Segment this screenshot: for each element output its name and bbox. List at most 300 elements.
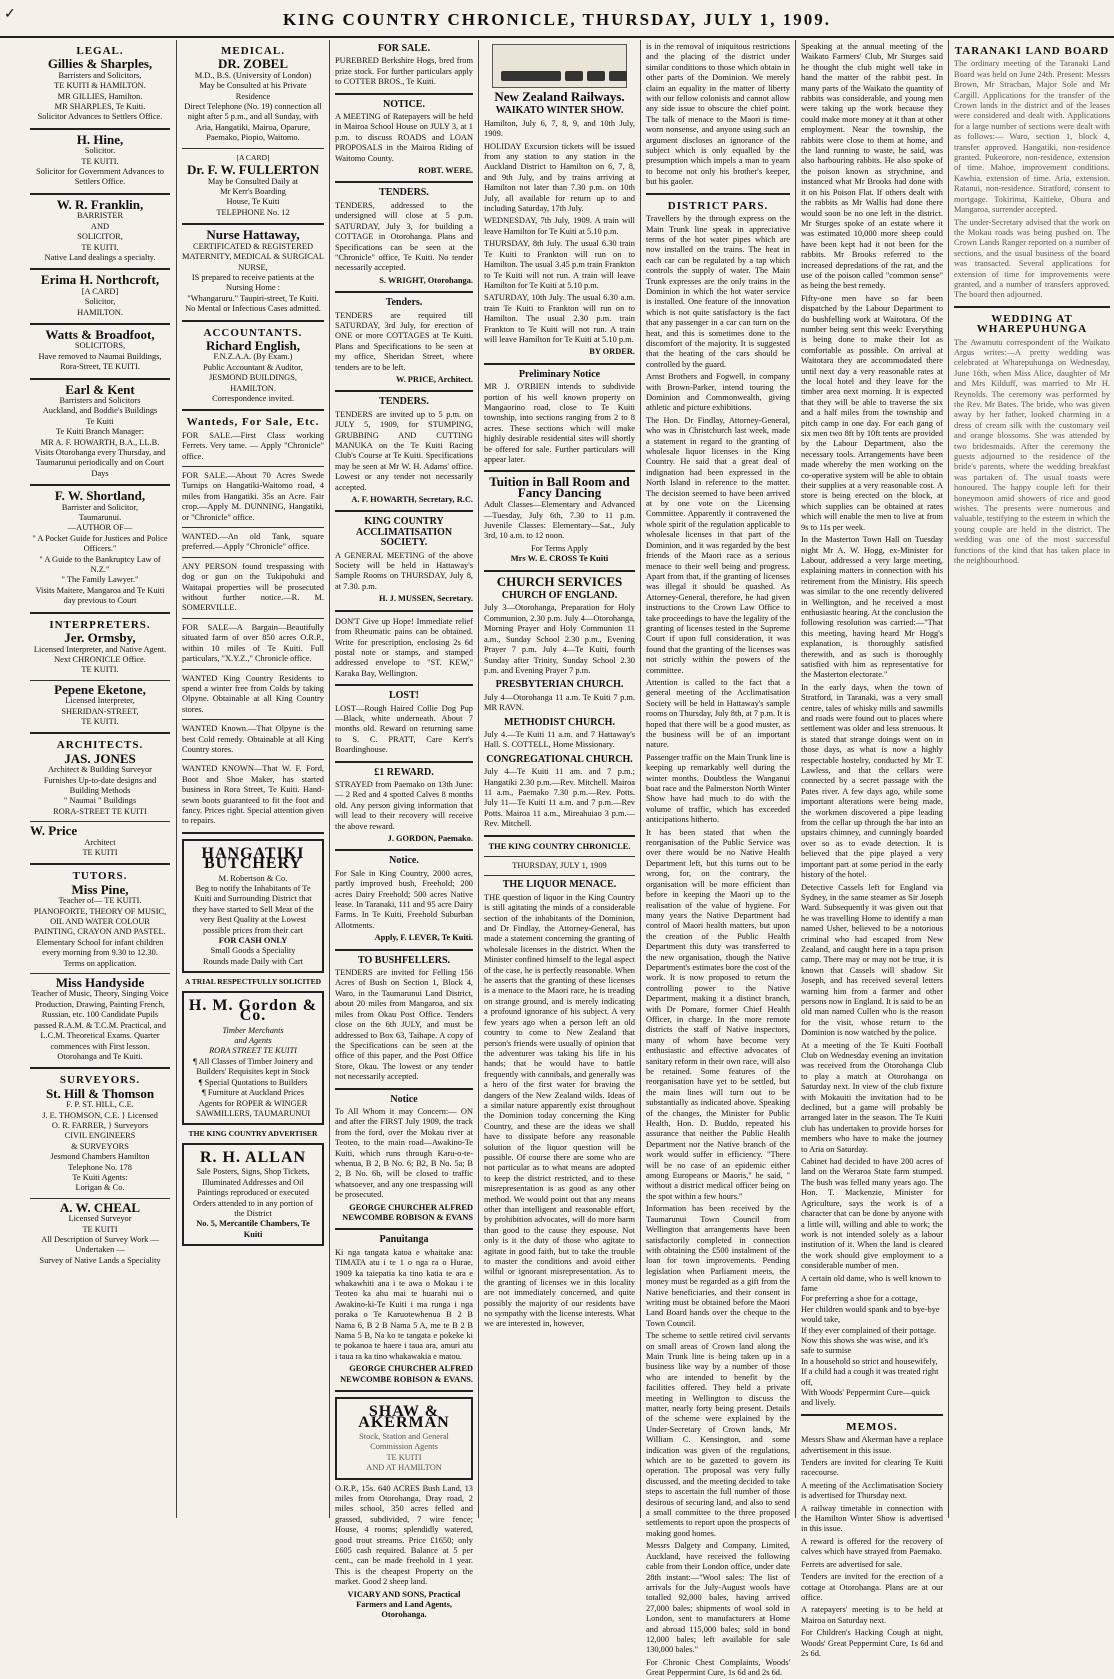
advertiser-name: DR. ZOBEL <box>217 56 289 72</box>
advert-line: Direct Telephone (No. 19) connection all night after 5 p.m., and all Sunday, with Aria, Hangatiki, Mairoa, Oparure, Paemako, Piopio, Waitomo. <box>184 102 322 143</box>
column-4 <box>484 40 635 1518</box>
divider <box>182 669 324 670</box>
shaw-akerman-advert <box>335 1397 473 1479</box>
advert-line: CERTIFICATED & REGISTERED <box>193 241 313 251</box>
signature: BY ORDER. <box>589 347 635 357</box>
advertiser-name: St. Hill & Thomson <box>45 1085 155 1101</box>
paragraph: DON'T Give up Hope! Immediate relief from Rheumatic pains can be obtained. Write for prescription, enclosing 2s 6d postal note or stamps, and stamped addressed envelope to "ST. KEW," Karaka Bay, Wellington. <box>335 616 473 678</box>
editorial-masthead: THE KING COUNTRY CHRONICLE. <box>488 841 631 851</box>
divider <box>182 759 324 760</box>
paragraph: July 3—Otorohanga, Preparation for Holy Communion, 2.30 p.m. July 4—Otorohanga, Morning Prayer and Holy Communion 11 a.m., Sunday School 2.30 p.m., Evening Prayer 7 p.m. July 4—Te Kuiti, fourth Sunday after Trinity, Sunday School 2.30 p.m. and Evening Prayer 7 p.m. <box>484 603 635 675</box>
advert-line: " Naumai " Buildings <box>63 796 137 806</box>
section-heading: PRESBYTERIAN CHURCH. <box>495 679 624 691</box>
paragraph: The under-Secretary advised that the work on the Mokau roads was being pushed on. The Crown Lands Ranger reported on a number of sections, and the usual business of the board was transacted. Several applications for extension of time for improvements were granted, and a number of transfers approved. The board then adjourned. <box>954 217 1110 300</box>
paragraph: A ratepayers' meeting is to be held at Mairoa on Saturday next. <box>801 1605 943 1625</box>
advertiser-name: Pepene Eketone, <box>54 681 146 697</box>
advertiser-name: Richard English, <box>206 337 300 353</box>
divider <box>182 527 324 528</box>
advert-intro: A TRIAL RESPECTFULLY SOLICITED <box>184 977 322 987</box>
paragraph: Messrs Dalgety and Company, Limited, Auckland, have received the following cable from their London office, under date 28th instant:—"Wool sales: The list of arrivals for the July-August wools have totalled 92,000 bales, having arrived 27,000 bales; shipments of wool sold in London, sent to manufacturers at Home and abroad 115,000 bales; sold in bond 12,000 bales; left available for sale 130,000 bales." <box>646 1541 790 1655</box>
divider <box>30 323 170 325</box>
paragraph: is in the removal of iniquitous restrictions and the placing of the district under similar conditions to those which obtain in other parts of the Dominion. We merely claim an equality in the matter of liberty with our fellow colonists and cannot allow any side issue to obscure the chief point. The talk of menace to the Maori is time-worn nonsense, and anyone using such an argument discloses an ignorance of the subject which is only equalled by the presumption which impels a man to yearn to become not only his brother's keeper, but his gaoler. <box>646 42 790 187</box>
advert-line: Auckland, and Boddie's Buildings <box>42 406 158 416</box>
column-7 <box>954 40 1110 1518</box>
advert-line: & SURVEYORS <box>71 1141 129 1151</box>
advert-line: HAMILTON. <box>230 383 276 393</box>
paragraph: To All Whom it may Concern:— ON and after the FIRST July 1909, the track from the ford, over the Mokau river at Teoteo, to the main road—Awakino-Te Kuiti, which runs through Karu-o-te-whenua, B 2, B No. 6; B2, B No. 5a; B 2, B No. 6b, will be closed to traffic whatsoever, and any one trespassing will be prosecuted. <box>335 1106 473 1200</box>
divider <box>182 618 324 619</box>
paragraph: Attention is called to the fact that a general meeting of the Acclimatisation Society will be held in Hattaway's sample rooms on Thursday, July 8th, at 7 p.m. It is hoped that there will be a good muster, as the business will be of an important nature. <box>646 677 790 750</box>
section-heading: WEDDING AT WHAREPUHUNGA <box>976 312 1088 336</box>
poem-line: Now this shows she was wise, and it's safe to surmise <box>801 1335 929 1356</box>
section-heading: Tenders. <box>385 297 423 309</box>
paragraph: HOLIDAY Excursion tickets will be issued from any station to any station in the Auckland District to Hamilton on 6, 7, 8, and 9th July, and by trains arriving at Hamilton not later than 7.30 p.m. on 10th July, all available for return up to and including Saturday, 17th July. <box>484 141 635 214</box>
advert-line: TE KUITI. <box>81 665 119 675</box>
column-rule <box>640 40 641 1518</box>
editorial-date: THURSDAY, JULY 1, 1909 <box>512 861 607 870</box>
paragraph: WANTED Known.—That Olpyne is the best Cold remedy. Obtainable at all King Country stores. <box>182 724 324 754</box>
advert-line: Timber Merchants <box>222 1025 284 1035</box>
advert-line: Rounds made Daily with Cart <box>202 956 304 966</box>
advert-title: HANGATIKI BUTCHERY <box>201 844 305 873</box>
section-heading: LEGAL. <box>76 45 124 57</box>
allan-advert <box>182 1143 324 1246</box>
paragraph: For Chronic Chest Complaints, Woods' Great Peppermint Cure, 1s 6d and 2s 6d. <box>646 1657 790 1678</box>
signature: VICARY AND SONS, Practical Farmers and Land Agents, Otorohanga. <box>347 1589 461 1620</box>
divider <box>182 320 324 322</box>
paragraph: WANTED KNOWN—That W. F. Ford, Boot and Shoe Maker, has started business in Rora Street, Te Kuiti. Hand-sewn boots guaranteed to fit the foot and fancy. Prices right. Special attention given to repairs. <box>182 764 324 826</box>
paragraph: A railway timetable in connection with the Hamilton Winter Show is advertised in this issue. <box>801 1503 943 1534</box>
divider <box>30 863 170 865</box>
paragraph: Detective Cassels left for England via Sydney, in the same steamer as Sir Joseph Ward. Subsequently it was given out that he was travelling Home to identify a man named Usher, believed to be a notorious criminal who had escaped from New Zealand, and caught here in a tapu prison camp. There may or may not be true, it is known that Cassels will shadow Sir Joseph, and has received several letters warning him from a farmer and other persons now in England. It is said to be an old man named Cullen who is the reason for the visit, whose return to the Dominion is now watched by the police. <box>801 882 943 1038</box>
advert-line: Solicitor Advances to Settlers Office. <box>37 112 163 122</box>
advert-line: M. Robertson & Co. <box>218 873 288 883</box>
advert-line: Survey of Native Lands a Speciality <box>39 1255 161 1265</box>
divider <box>484 470 635 472</box>
advert-line: May be Consulted at his Private Residence <box>199 81 307 101</box>
advert-line: Orders attended to in any portion of the District <box>192 1198 313 1218</box>
signature: GEORGE CHURCHER ALFRED NEWCOMBE ROBISON & EVANS <box>342 1202 473 1222</box>
gordon-advert <box>182 991 324 1125</box>
signature: S. WRIGHT, Otorohanga. <box>379 275 473 285</box>
advert-line: AND <box>90 221 110 231</box>
advert-line: Te Kuiti <box>86 416 114 426</box>
advertiser-name: W. R. Franklin, <box>56 196 144 212</box>
butchery-advert <box>182 839 324 973</box>
advert-line: RORA-STREET TE KUITI <box>53 806 147 816</box>
poem-line: If they ever complained of their pottage. <box>801 1325 937 1335</box>
divider <box>335 949 473 951</box>
paragraph: FOR SALE.—About 70 Acres Swede Turnips on Hangatiki-Waitomo road, 4 miles from Hangatiki. 35s an Acre. Fair crop.—Apply M. DUNNING, Hangatiki, or "Chronicle" office. <box>182 471 324 522</box>
divider <box>182 223 324 225</box>
paragraph: LOST—Rough Haired Collie Dog Pup —Black, white underneath. About 7 months old. Reward on returning same to S. C. PRATT, Care Kerr's Boardinghouse. <box>335 703 473 755</box>
column-rule <box>948 40 949 1518</box>
section-heading: MEDICAL. <box>221 45 285 57</box>
section-heading: DISTRICT PARS. <box>667 199 769 212</box>
advert-line: Teacher of Music, Theory, Singing Voice Production, Drawing, Painting French, Russian, etc. 100 Candidate Pupils passed R.A.M. & T.C.M. Practical, and L.C.M. Theoretical Exams. Quarter commences with First lesson. Otorohanga and Te Kuiti. <box>31 989 169 1061</box>
advertiser-name: Nurse Hattaway, <box>206 227 300 243</box>
section-heading: ACCOUNTANTS. <box>203 326 303 339</box>
advert-line: Licensed Surveyor <box>68 1214 132 1224</box>
advert-line: Solicitor, <box>84 297 116 307</box>
advert-line: Visits Otorohanga every Thursday, and Taumarunui periodically and on Court Days <box>34 448 166 478</box>
section-heading: TO BUSHFELLERS. <box>357 954 451 966</box>
paragraph: FOR SALE—A Bargain—Beautifully situated farm of over 850 acres O.R.P., within 10 miles of Te Kuiti. Full particulars, "X.Y.Z.," Chronicle office. <box>182 622 324 664</box>
advert-line: Mr Kerr's Boarding <box>220 187 286 197</box>
paragraph: THE question of liquor in the King Country is still agitating the minds of a considerable section of the inhabitants of the Dominion, and Dr Findlay, the Attorney-General, has made a statement concerning the granting of wholesale licenses in the district. When the Minister confined himself to the legal aspect of the case, he is perfectly reasonable. When he asserts that the granting of these licenses is a menace to the Maori race, he is treading on strange ground, and is merely indicating a profound ignorance of his subject. A very few years ago when a person left an old country to come to New Zealand that person's friends were usually of opinion that the adventurer was taking his life in his hands; that he would have to battle frequently with cannibals, and generally was a hero of the first water for braving the dangers of the New Zealand wilds. Ideas of a similar nature apparently exist throughout the Dominion today concerning the King Country, and these are the ideas we shall have to dissipate before any reasonable solution of the liquor question will be possible. Of course there are some who are not particular as to what means are adopted to keep the district restricted, and to these misrepresentation is as good as any other method. We would point out that any means other than intelligent and reasonable effort, by prohibition advocates, will do more harm than good to the cause they espouse. Not only is it the duty of those who agitate to agitate in good faith, but to take the trouble to master the conditions and avoid either wilful or ignorant misrepresentation. As to the granting of licenses we in this locality are not immediately concerned, and quite possibly the majority of our residents have no sympathy with the license interests. What we are interested in, however, <box>484 892 635 1329</box>
divider <box>484 835 635 837</box>
advertiser-name: Erima H. Northcroft, <box>40 272 160 288</box>
paragraph: TENDERS are required till SATURDAY, 3rd July, for erection of ONE or more COTTAGES at Te Kuiti. Plans and Specifications to be seen at my office, Sheridan Street, where tenders are to be left. <box>335 310 473 372</box>
paragraph: The Awamutu correspondent of the Waikato Argus writes:—A pretty wedding was celebrated at Wharepuhunga on Wednesday, June 16th, when Miss Alice, daughter of Mr and Mrs Kilduff, was married to Mr H. Reynolds. The ceremony was performed by the Rev. Mr Bates. The bride, who was given away by her father, looked charming in a dress of cream silk with the customary veil and orange blossoms. She was attended by two bridesmaids. After the ceremony the guests adjourned to the residence of the bride's parents, where the wedding breakfast was partaken of. The usual toasts were honoured. The happy couple left for their honeymoon amid showers of rice and good wishes. The presents were numerous and valuable, testifying to the esteem in which the young couple are held in the district. The wedding was one of the most successful functions of the kind that has taken place in the neighbourhood. <box>954 337 1110 566</box>
advert-line: Te Kuiti Branch Manager: <box>55 427 145 437</box>
poem-line: A certain old dame, who is well known to fame <box>801 1273 941 1293</box>
advert-intro: THE KING COUNTRY ADVERTISER <box>188 1129 318 1139</box>
advert-line: Stock, Station and General Commission Agents <box>359 1431 449 1452</box>
paragraph: Fifty-one men have so far been dispatched by the Labour Department to do bushfelling work at Waitotara. Of the number being sent this week: Everything is being done to make their lot as comfortable as possible. On arrival at Waitotara they are accommodated there until next day a very reasonable rates at the local hotel and they leave for the timber area next morning. It is expected that they will be able to traverse the six and a half miles from the township and pitch camp in one day. For each gang of six men two 8ft by 10ft tents are provided by the Labour Department, also the necessary tools. Arrangements have been made whereby the men working on the co-operative system will be able to obtain their supplies at a very reasonable cost. A store is being erected on the block, at which supplies can be obtained at rates which will enable the men to live at from 9s to 11s per week. <box>801 293 943 532</box>
section-heading: ARCHITECTS. <box>56 739 144 752</box>
advert-line: IS prepared to receive patients at the Nursing Home : <box>191 272 315 293</box>
advertiser-name: Watts & Broadfoot, <box>45 326 155 342</box>
paragraph: ANY PERSON found trespassing with dog or gun on the Tukipohuki and Waitapai properties will be prosecuted without further notice.—R. M. SOMERVILLE. <box>182 561 324 613</box>
paragraph: A GENERAL MEETING of the above Society will be held in Hattaway's Sample Rooms on THURSDAY, July 8, at 7.30. p.m. <box>335 550 473 591</box>
column-5 <box>646 40 790 1678</box>
advert-line: MR SHARPLES, Te Kuiti. <box>54 102 146 112</box>
column-6 <box>801 40 943 1658</box>
divider <box>335 1228 473 1230</box>
advert-line: [A CARD] <box>81 286 119 296</box>
advert-line: TE KUITI. <box>81 156 119 166</box>
advert-line: Telephone No. 178 <box>68 1162 132 1172</box>
advert-line: Jesmond Chambers Hamilton <box>50 1152 150 1162</box>
masthead <box>0 0 1114 38</box>
advert-line: Correspondence invited. <box>212 393 294 403</box>
poem-line: With Woods' Peppermint Cure—quick and lively. <box>801 1388 930 1408</box>
advert-line: Visits Maitere, Mangaroa and Te Kuiti day previous to Court <box>35 585 165 606</box>
advert-line: Native Land dealings a specialty. <box>44 252 156 262</box>
advert-title: H. M. Gordon & Co. <box>188 996 318 1025</box>
section-heading: TUTORS. <box>72 870 128 883</box>
paragraph: WANTED King Country Residents to spend a winter free from Colds by taking Olpyne. Obtainable at all King Country stores. <box>182 673 324 714</box>
paragraph: Information has been received by the Taumarunui Town Council from Wellington that arrangements have been satisfactorily completed in connection with obtaining the £500 instalment of the loan for town improvements. Pending legislation when Parliament meets, the money must be regarded as a gift from the Native beneficiaries, and their consent in writing must be obtained before the Maori Land Board hands over the cheque to the Town Council. <box>646 1204 790 1328</box>
section-heading: CHURCH OF ENGLAND. <box>501 590 618 602</box>
train-illustration <box>492 44 627 88</box>
section-heading: FOR SALE. <box>377 43 431 54</box>
paragraph: Cabinet had decided to have 200 acres of land on the Weraroa State farm stumped. The bush was felled many years ago. The Hon. T. Mackenzie, Minister for Agriculture, says the work is of a character that can be done by anyone with a little will, willing and able to work; the work is not intended solely as a labour institution of it. When the land is cleared the work should give employment to a considerable number of men. <box>801 1157 943 1271</box>
divider <box>484 856 635 857</box>
signature: W. PRICE, Architect. <box>396 374 473 384</box>
paragraph: Tenders are invited for clearing Te Kuiti racecourse. <box>801 1458 943 1478</box>
divider <box>484 875 635 876</box>
advertiser-name: Jer. Ormsby, <box>64 630 136 646</box>
newspaper-title: KING COUNTRY CHRONICLE, THURSDAY, JULY 1, 1909. <box>282 10 832 29</box>
divider <box>335 761 473 763</box>
advert-line: TE KUITI & HAMILTON. <box>54 81 146 91</box>
divider <box>30 973 170 974</box>
section-heading: METHODIST CHURCH. <box>504 716 615 728</box>
column-rule <box>176 40 177 1518</box>
advert-line: " The Family Lawyer." <box>61 575 139 585</box>
advert-line: MR A. F. HOWARTH, B.A., LL.B. <box>40 437 160 447</box>
column-rule <box>795 40 796 1518</box>
advert-line: " A Pocket Guide for Justices and Police Officers." <box>32 533 168 554</box>
paragraph: July 4—Te Kuiti 11 am. and 7 p.m.; Hangatiki 2.30 p.m.—Rev. Mitchell. Mairoa 11 a.m., Paemako 7.30 p.m.—Rev. Potts. July 11—Te Kuiti 11 a.m. and 7 p.m.—Rev Potts. Mairoa 11 a.m., Mireahuiao 3 p.m.—Rev. Mitchell. <box>484 767 635 829</box>
advert-line: Solicitor for Government Advances to Settlers Office. <box>36 167 164 187</box>
advert-line: Barristers and Solicitors, <box>58 70 142 80</box>
advert-line: Architect & Building Surveyor <box>48 765 152 775</box>
advert-line: J. E. THOMSON, C.E. } Licensed <box>42 1110 158 1120</box>
advert-line: AND AT HAMILTON <box>366 1463 442 1473</box>
paragraph: A meeting of the Acclimatisation Society is advertised for Thursday next. <box>801 1480 943 1501</box>
paragraph: Passenger traffic on the Main Trunk line is keeping up remarkably well during the winter months. Doubtless the Wanganui boat race and the Palmerston North Winter Show have had much to do with the volume of traffic, which has exceeded anticipations hitherto. <box>646 752 790 825</box>
paragraph: Adult Classes—Elementary and Advanced—Tuesday, July 6th, 7.30 to 11 p.m. Juvenile Classes: Elementary—Sat., July 3rd, 10 a.m. to 12 noon. <box>484 500 635 541</box>
advert-line: SOLICITOR, <box>77 232 123 242</box>
advert-line: O. R. FARRER, } Surveyors <box>51 1120 149 1130</box>
paragraph: STRAYED from Paemako on 13th June:— 2 Red and 4 spotted Calves 8 months old. Any person giving information that will lead to their recovery will receive the above reward. <box>335 779 473 831</box>
section-heading: INTERPRETERS. <box>49 618 151 631</box>
column-rule <box>329 40 330 1518</box>
paragraph: MR J. O'RBIEN intends to subdivide portion of his well known property on Mangaorino road, close to Te Kuiti township, into sections ranging from 2 to 8 acres. These sections which will make highly desirable residential sites will shortly be offered for sale. Further particulars will appear later. <box>484 382 635 464</box>
divider <box>335 610 473 612</box>
advert-line: House, Te Kuiti <box>226 197 280 207</box>
divider <box>335 1390 473 1392</box>
advert-line: Small Goods a Speciality <box>210 946 296 956</box>
advert-line: Next CHRONICLE Office. <box>54 654 146 664</box>
advert-line: Licensed Interpreter, and Native Agent. <box>33 644 167 654</box>
divider <box>30 680 170 681</box>
divider <box>30 128 170 130</box>
paragraph: In the early days, when the town of Stratford, in Taranaki, was a very small centre, tales of whisky mills and sawmills and roads were found out to places where settlement was older and less strenuous. It is stated that strange doings went on in those days, as what is now a highly respectable hostelry, conducted by Mr T. Lawless, and that the cellars were connected by a secret passage with the Pates river. A few days ago, while some important alterations were being made, the workmen discovered a pipe leading from the cellar up through the bar into an upstairs chimney, and cunningly boarded over so as to evade detection. It is believed that the pipe played a very important part at some period in the early history of the hotel. <box>801 682 943 880</box>
advert-line: TE KUITI <box>82 1224 118 1234</box>
divider <box>30 732 170 734</box>
paragraph: The Hon. Dr Findlay, Attorney-General, who was in Christchurch last week, made a statement in regard to the granting of wholesale liquor licenses in the King Country. He said that a great deal of indignation had been expressed in the North Island in reference to the matter. The decision seemed to have been arrived at by one vote on the Licensing Committee. Apparently it contravened the whole spirit of the regulation applicable to wholesale licenses in that part of the Dominion, and it was regarded by the best friends of the Maori race as a serious menace to their well being and progress. Apart from that, if the granting of licenses was illegal it should be quashed. As Attorney-General, therefore, he had given instructions to the Crown Law Office to take proceedings to have the legality of the granting of licenses tested in the Supreme Court if upon full consideration, it was found that the granting of the licenses was not strictly within the powers of the committee. <box>646 415 790 675</box>
advertiser-name: Earl & Kent <box>65 381 135 397</box>
paragraph: Messrs Shaw and Akerman have a replace advertisement in this issue. <box>801 1435 943 1455</box>
divider <box>30 378 170 380</box>
divider <box>801 1414 943 1416</box>
divider <box>954 306 1110 308</box>
advert-line: Teacher of— TE KUITI. <box>58 896 142 906</box>
divider <box>335 291 473 293</box>
advert-line: F. P. ST. HILL, C.E. <box>66 1100 134 1110</box>
section-heading: Wanteds, For Sale, Etc. <box>186 416 320 429</box>
paragraph: Ferrets are advertised for sale. <box>801 1559 903 1569</box>
advert-line: HAMILTON. <box>77 307 123 317</box>
advertiser-name: Dr. F. W. FULLERTON <box>187 162 319 178</box>
paragraph: WANTED.—An old Tank, square preferred.—Apply "Chronicle" office. <box>182 532 324 552</box>
divider <box>30 821 170 822</box>
advert-line: Barristers and Solicitors <box>59 395 141 405</box>
advert-line: Barrister and Solicitor, <box>61 502 139 512</box>
train-car-icon <box>501 71 561 81</box>
section-title: CHURCH SERVICES <box>496 573 623 589</box>
advert-line: For Terms Apply <box>531 543 588 553</box>
paragraph: A MEETING of Ratepayers will be held in Mairoa School House on JULY 3, at 1 p.m. to discuss ROADS and LOAN PROPOSALS in the Mairoa Riding of Waitomo County. <box>335 112 473 163</box>
poem-line: If a child had a cough it was treated right off, <box>801 1367 939 1387</box>
advert-line: Solicitor. <box>84 146 116 156</box>
section-title: Tuition in Ball Room and Fancy Dancing <box>489 474 630 500</box>
poem-line: For preferring a shoe for a cottage, <box>801 1294 918 1304</box>
train-car-icon <box>565 71 583 81</box>
divider <box>335 684 473 686</box>
advert-line: Lorigan & Co. <box>75 1183 125 1193</box>
poem-line: Her children would spank and to bye-bye would take, <box>801 1304 940 1325</box>
signature: ROBT. WERE. <box>418 166 473 176</box>
paragraph: For Sale in King Country, 2000 acres, partly improved bush, Freehold; 200 acres Dairy Freehold; 500 acres Native lease. In Taranaki, 111 and 95 acre Dairy Farms. In Te Kuiti, Freehold Suburban Allotments. <box>335 868 473 930</box>
section-heading: LOST! <box>388 690 419 702</box>
advert-line: ¶ Furniture at Auckland Prices <box>202 1088 304 1098</box>
divider <box>484 363 635 365</box>
train-car-icon <box>587 71 605 81</box>
advert-line: Architect <box>84 837 116 847</box>
card-label: [A CARD] <box>236 152 270 162</box>
signature: Apply, F. LEVER, Te Kuiti. <box>374 933 473 943</box>
divider <box>30 484 170 486</box>
section-heading: NOTICE. <box>383 98 425 110</box>
signature: Mrs W. E. CROSS Te Kuiti <box>510 554 609 564</box>
advertiser-name: Miss Pine, <box>71 881 129 897</box>
divider <box>182 409 324 411</box>
paragraph: July 4—Otorohanga 11 a.m. Te Kuiti 7 p.m. MR RAVN. <box>484 692 635 713</box>
advertiser-name: F. W. Shortland, <box>54 488 146 504</box>
paragraph: Arnst Brothers and Fogwell, in company with Brown-Parker, intend touring the Dominion and Commonwealth, giving athletic and picture exhibitions. <box>646 372 790 413</box>
section-heading: TENDERS. <box>379 396 429 408</box>
advert-line: Agents for ROPER & WINGER SAWMILLERS, TAUMARUNUI <box>195 1098 311 1118</box>
advert-line: Public Accountant & Auditor, <box>203 362 303 372</box>
paragraph: Hamilton, July 6, 7, 8, 9, and 10th July, 1909. <box>484 118 635 139</box>
paragraph: The ordinary meeting of the Taranaki Land Board was held on June 24th. Present: Messrs Brown, Mr Strachan, Major Sole and Mr Cargill. Applications for the transfer of the Crown lands in the district and of the leases were considered and dealt with. Applications for a large number of sections were dealt with as follows:— Waro, section 1, block 4, transfer approved. Hangatiki, non-residence granted. Pukeorore, non-residence, extension of time. Mahoe, improvement conditions. Kawhia, extension of time. Aria, extension. Ratanui, non-residence. Stratford, consent to mortgage. Tokirima, Kaitieke, Ohura and Mangaroa, surrender accepted. <box>954 59 1110 215</box>
advert-line: Have removed to Naumai Buildings, <box>38 351 162 361</box>
advert-line: Te Kuiti Agents: <box>72 1172 128 1182</box>
divider <box>182 719 324 720</box>
signature: A. F. HOWARTH, Secretary, R.C. <box>351 495 473 505</box>
section-heading: £1 REWARD. <box>374 766 434 778</box>
advert-line: M.D., B.S. (University of London) <box>194 70 312 80</box>
train-car-icon <box>609 71 627 81</box>
section-heading: TENDERS. <box>379 187 429 199</box>
advertiser-name: A. W. CHEAL <box>59 1199 141 1215</box>
advert-line: Rora-Street, TE KUITI. <box>60 362 140 372</box>
advert-line: ¶ All Classes of Timber Joinery and Builders' Requisites kept in Stock <box>193 1056 313 1077</box>
paragraph: In the Masterton Town Hall on Tuesday night Mr A. W. Hogg, ex-Minister for Labour, addressed a very large meeting, explaining matters in connection with his retirement from the Ministry. His speech was similar to the one recently delivered in Wellington, and he received a most enthusiastic hearing. At the conclusion the following resolution was carried:—"That this meeting, having heard Mr Hogg's explanation, is thoroughly satisfied therewith, and as such is thoroughly satisfied with him as representative for the Masterton electorate." <box>801 535 943 680</box>
divider <box>335 849 473 851</box>
advertiser-name: JAS. JONES <box>64 750 136 766</box>
column-1 <box>30 40 170 1518</box>
divider <box>30 1198 170 1199</box>
advert-line: Taumarunui. <box>78 513 122 523</box>
advert-line: May be Consulted Daily at <box>207 176 299 186</box>
section-heading: WAIKATO WINTER SHOW. <box>495 105 624 117</box>
paragraph: FOR SALE.—First Class working Ferrets. Very tame. — Apply "Chronicle" office. <box>182 430 324 461</box>
signature: GEORGE CHURCHER ALFRED NEWCOMBE ROBISON & EVANS. <box>340 1364 473 1384</box>
advert-line: —AUTHOR OF— <box>67 523 133 533</box>
advert-line: TE KUITI <box>386 1452 422 1462</box>
column-3 <box>335 40 473 1620</box>
paragraph: For Children's Hacking Cough at night, Woods' Great Peppermint Cure, 1s 6d and 2s 6d. <box>801 1628 943 1658</box>
check-mark-icon: ✓ <box>4 7 16 22</box>
section-heading: MEMOS. <box>846 1420 898 1433</box>
divider <box>335 510 473 512</box>
advert-line: MATERNITY, MEDICAL & SURGICAL NURSE, <box>182 252 324 272</box>
advert-title: R. H. ALLAN <box>199 1148 307 1166</box>
advert-line: SOLICITORS, <box>74 341 126 351</box>
advert-line: and Agents <box>234 1036 272 1046</box>
divider <box>182 832 324 834</box>
divider <box>30 1067 170 1069</box>
paragraph: TENDERS are invited up to 5 p.m. on JULY 5, 1909, for STUMPING, GRUBBING AND CUTTING MANUKA on the Te Kuiti Racing Club's Course at Te Kuiti. Specifications may be seen at Mr W. H. Adams' office. Lowest or any tender not necessarily accepted. <box>335 409 473 492</box>
section-title: New Zealand Railways. <box>494 89 625 104</box>
advert-line: Terms on application. <box>63 958 137 968</box>
advert-line: JESMOND BUILDINGS, <box>209 373 297 383</box>
advertiser-name: W. Price <box>30 823 78 839</box>
advert-line: SHERIDAN-STREET, <box>61 706 139 716</box>
advert-line: All Description of Survey Work — Undertaken — <box>41 1235 159 1255</box>
advert-line: RORA STREET TE KUITI <box>209 1046 297 1056</box>
divider <box>182 148 324 149</box>
paragraph: WEDNESDAY, 7th July, 1909. A train will leave Hamilton for Te Kuiti at 5.10 p.m. <box>484 216 635 236</box>
poem-line: In a household so strict and housewifely, <box>801 1356 938 1366</box>
advert-line: Beg to notify the Inhabitants of Te Kuiti and Surrounding District that they have started to Sell Meat of the very Best Quality at the Lowest possible prices from their cart <box>192 884 314 935</box>
advertiser-name: H. Hine, <box>76 131 124 147</box>
paragraph: A reward is offered for the recovery of calves which have strayed from Paemako. <box>801 1536 943 1557</box>
divider <box>335 390 473 392</box>
advert-line: TE KUITI <box>82 848 118 857</box>
divider <box>335 93 473 95</box>
advert-line: TE KUITI. <box>81 716 119 726</box>
advert-line: Furnishes Up-to-date designs and Building Methods <box>43 775 157 795</box>
section-heading: KING COUNTRY ACCLIMATISATION SOCIETY. <box>355 516 453 549</box>
advert-line: FOR CASH ONLY <box>218 936 288 946</box>
divider <box>646 193 790 195</box>
advert-line: CIVIL ENGINEERS <box>64 1131 136 1141</box>
paragraph: July 4.—Te Kuiti 11 a.m. and 7 Hattaway's Hall. S. COTTELL, Home Missionary. <box>484 729 635 750</box>
paragraph: Speaking at the annual meeting of the Waikato Farmers' Club, Mr Sturges said he thought the club might well take in hand the matter of the rabbit pest. In many parts of the Waikato the quantity of rabbits was considerable, and young men were taking up the work because they could make more money at it than at other employment. Near the township, the rabbits were close to them at home, and the land running to waste, he said, was also harbouring rabbits. He also spoke of the poison known as strychnine, and instanced what Mr Brooks had done with it on his Poison Flat. If others dealt with the rabbits as Mr Wallis had done there would soon be no one left in the district. Mr Sturges spoke of an estate where it was estimated 10,000 more sheep could have been kept had it not been for the rabbits. Mr Brooks referred to the increased depredations of the rat, and the use of the poison called "common sense" as being the best remedy. <box>801 42 943 291</box>
paragraph: TENDERS are invited for Felling 156 Acres of Bush on Section 1, Block 4, Waro, in the Taumarunui Land District, about 20 miles from Mangaroa, and six miles from Okau Post Office. Tenders close on the 6th JULY, and must be addressed to Box 63, Taihape. A copy of the Specifications can be seen at the office of this paper, and the Post Office Store, Okau. The lowest or any tender not necessarily accepted. <box>335 968 473 1082</box>
divider <box>30 268 170 270</box>
advert-line: MR GILLIES, Hamilton. <box>57 91 143 101</box>
paragraph: Tenders are invited for the erection of a cottage at Otorohanga. Plans are at our office. <box>801 1572 943 1602</box>
paragraph: SATURDAY, 10th July. The usual 6.30 a.m. train Te Kuiti to Frankton will run on to Hamilton. The usual 2.30 p.m. train Frankton to Te Kuiti will not run. A train will leave Hamilton for Te Kuiti at 5.10 p.m. <box>484 293 635 344</box>
divider <box>182 557 324 558</box>
paragraph: The scheme to settle retired civil servants on small areas of Crown land along the Main Trunk line is being taken up in a business like way by a number of those who are intended to benefit by the facilities offered. They held a private meeting in Wellington to discuss the matter, nearly forty being present. Details of the scheme were explained by the Under-Secretary of Crown lands, Mr William C. Kensington, and some indication was given of the regulations, which are to be gazetted to govern its operation. The proposal was very fully discussed, and the meeting decided to take steps to ascertain the full number of those desirous of securing land, and also to send a small committee to the three proposed settlements to report upon the prospects of making good homes. <box>646 1331 790 1538</box>
paragraph: Ki nga tangata katoa e whaitake ana: TIMATA atu i te 1 o nga ra o Hurae, 1909 ka taiepatia ka tino katia te ara e whakawhiti ana i te awa o Mokau i te Teoteo ka ahu mai te huarahi nui o Awakino-ki-Te Kuiti i ma runga i nga poraka o Te Karuotewhenua B 2 B Nama 6, B 2 B Nama 5 A, me te B 2 B Nama 5 B, Na ko te tangata e pokeke ki te pokanoa te haere i taua ara, amuri atu i taua ra ka tino whakawakia e matou. <box>335 1247 473 1361</box>
paragraph: TENDERS, addressed to the undersigned will close at 5 p.m. SATURDAY, July 3, for building a COTTAGE in Otorohanga. Plans and Specifications can be seen at the "Chronicle" office, Te Kuiti. No tender necessarily accepted. <box>335 200 473 273</box>
advert-line: BARRISTER <box>76 211 124 221</box>
section-heading: Notice <box>390 1093 418 1105</box>
advert-line: No. 5, Mercantile Chambers, Te Kuiti <box>196 1219 310 1239</box>
advert-line: Sale Posters, Signs, Shop Tickets, Illuminated Addresses and Oil Paintings reproduced or executed <box>196 1167 310 1198</box>
section-heading: Preliminary Notice <box>518 368 601 380</box>
paragraph: At a meeting of the Te Kuiti Football Club on Wednesday evening an invitation was received from the Otorohanga Club to play a match at Otorohanga on Saturday next. In view of the club fixture with Mokauiti the invitation had to be declined, but a game will probably be arranged later in the season. The Te Kuiti club has undertaken to provide horses for members who have to make the journey to Aria on Saturday. <box>801 1040 943 1154</box>
paragraph: O.R.P., 15s. 640 ACRES Bush Land, 13 miles from Otorohanga, Dray road, 2 miles school, 350 acres felled and grassed, subdivided, 7 wire fence; House, 4 rooms; splendidly watered, good trout streams. Price £1650; only £605 cash required. Balance at 5 per cent., can be made freehold in 1 year. This is the cheapest Property on the market. Good 2 sheep land. <box>335 1483 473 1587</box>
section-heading: Panuitanga <box>379 1234 429 1246</box>
column-rule <box>478 40 479 1518</box>
advert-line: PIANOFORTE, THEORY OF MUSIC, OIL AND WATER COLOUR PAINTING, CRAYON AND PASTEL. <box>33 906 167 937</box>
advert-line: Elementary School for infant children every morning from 9.30 to 12.30. <box>36 937 164 958</box>
divider <box>335 1088 473 1090</box>
advert-line: " A Guide to the Bankruptcy Law of N.Z." <box>39 554 161 575</box>
section-heading: CONGREGATIONAL CHURCH. <box>486 753 633 765</box>
advertiser-name: Miss Handyside <box>55 975 145 991</box>
paragraph: PUREBRED Berkshire Hogs, bred from prize stock. For further particulars apply to COTTER BROS., Te Kuiti. <box>335 56 473 87</box>
divider <box>30 612 170 614</box>
advert-line: TELEPHONE No. 12 <box>216 207 290 217</box>
section-heading: TARANAKI LAND BOARD <box>954 45 1110 57</box>
section-heading: THE LIQUOR MENACE. <box>502 879 617 891</box>
paragraph: It has been stated that when the reorganisation of the Public Service was over there would be no Native Health Department left, but this turns out to be wrong, for, on the contrary, the organisation will be more efficient than before in keeping the Maori up to the realisation of the value of hygiene. For many years the Native Department had control of Maori health matters, but upon the creation of the Public Health Department this duty was transferred to the new organisation, though the Native Department's estimates bore the cost of the work. It is now proposed to return the controlling power to the Native Department, making it a distinct branch, with Dr Pomare, former Chief Health Officer, in charge. In the more remote districts the staff of Native inspectors, many of whom have become very enthusiastic and effective advocates of sanitary reform in their own race, will also be retained. Some features of the reorganisation have yet to be settled, but the main lines will turn out to be substantially as indicated above. Speaking of the changes, the Minister for Public Health, Hon. D. Buddo, repeated his assurance that neither the Public Health Department nor the Native branch of the work would suffer in efficiency. "There will be no case of an epidemic either among Europeans or Maoris," he said, " without a district medical officer being on the spot within a few hours." <box>646 827 790 1201</box>
divider <box>335 181 473 183</box>
signature: J. GORDON, Paemako. <box>387 834 473 843</box>
